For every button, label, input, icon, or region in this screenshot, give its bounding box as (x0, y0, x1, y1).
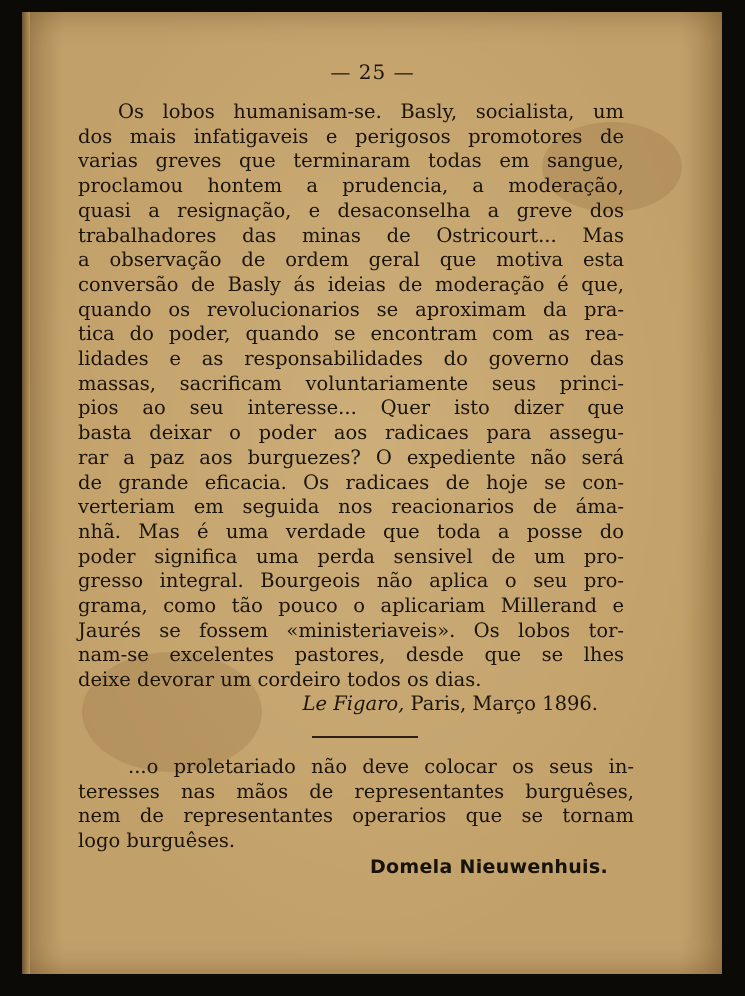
text-line: quasi a resignação, e desaconselha a greve dos (78, 198, 624, 222)
text-line: pios ao seu interesse... Quer isto dizer que (78, 396, 624, 420)
quote-line: ...o proletariado não deve colocar os seus in- (128, 755, 634, 778)
text-line: deixe devorar um cordeiro todos os dias. (78, 668, 482, 692)
text-line: conversão de Basly ás ideias de moderação é que, (78, 272, 624, 296)
text-line: gresso integral. Bourgeois não aplica o seu pro- (78, 569, 624, 593)
page-number: — 25 — (330, 60, 415, 84)
source-name: Le Figaro, (302, 692, 405, 715)
body-paragraph (78, 100, 624, 693)
text-line: trabalhadores das minas de Ostricourt... Mas (78, 223, 624, 247)
text-line: nhã. Mas é uma verdade que toda a posse do (78, 519, 624, 543)
text-line: rar a paz aos burguezes? O expediente não será (78, 445, 624, 469)
source-attribution (78, 692, 598, 715)
quote-line: logo burguêses. (78, 829, 236, 853)
text-line: verteriam em seguida nos reacionarios de áma- (78, 495, 624, 519)
quote-paragraph (78, 755, 634, 854)
text-line: tica do poder, quando se encontram com as rea- (78, 322, 624, 346)
separator-rule (312, 736, 418, 738)
text-line: de grande eficacia. Os radicaes de hoje se con- (78, 470, 624, 494)
quote-line: teresses nas mãos de representantes burguêses, (78, 779, 634, 803)
text-line: varias greves que terminaram todas em sangue, (78, 149, 624, 173)
author-signature: Domela Nieuwenhuis. (369, 856, 608, 878)
text-line: quando os revolucionarios se aproximam da pra- (78, 297, 624, 321)
quote-line: nem de representantes operarios que se tornam (78, 804, 634, 828)
text-line: nam-se excelentes pastores, desde que se lhes (78, 643, 624, 667)
text-line: Os lobos humanisam-se. Basly, socialista, um (118, 100, 624, 123)
text-line: Jaurés se fossem «ministeriaveis». Os lobos tor- (78, 618, 624, 642)
text-line: a observação de ordem geral que motiva esta (78, 248, 624, 272)
text-line: poder significa uma perda sensivel de um pro- (78, 544, 624, 568)
text-line: proclamou hontem a prudencia, a moderação, (78, 174, 624, 198)
text-line: grama, como tão pouco o aplicariam Millerand e (78, 594, 624, 618)
text-line: dos mais infatigaveis e perigosos promotores de (78, 124, 624, 148)
page-spine-edge (22, 12, 30, 974)
text-line: lidades e as responsabilidades do governo das (78, 347, 624, 371)
text-line: massas, sacrificam voluntariamente seus princi- (78, 371, 624, 395)
source-place-date: Paris, Março 1896. (404, 692, 598, 715)
text-line: basta deixar o poder aos radicaes para assegu- (78, 421, 624, 445)
